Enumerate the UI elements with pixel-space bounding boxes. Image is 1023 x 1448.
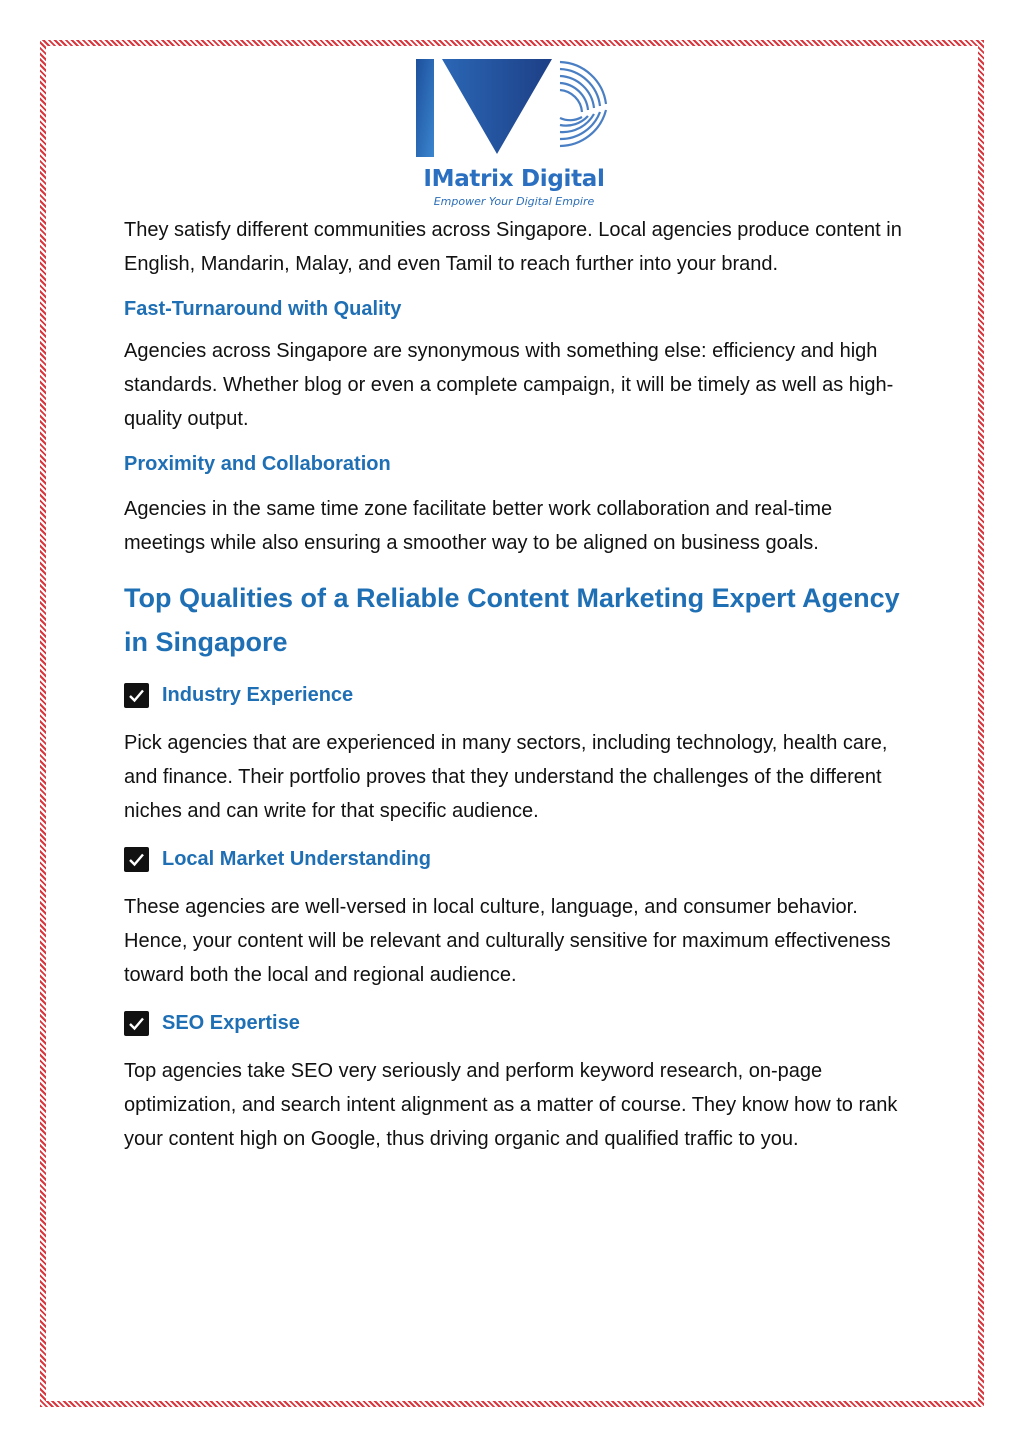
logo-tagline: Empower Your Digital Empire <box>433 195 595 208</box>
section-heading-turnaround: Fast-Turnaround with Quality <box>124 298 402 320</box>
quality-heading-text: Industry Experience <box>162 684 354 706</box>
quality-body-local: These agencies are well-versed in local culture, language, and consumer behavior. Hence, your content will be relevant and culturally sensitive for maximum effectiveness toward both the local and regional audience. <box>124 896 891 986</box>
checkbox-checked-icon <box>124 847 149 872</box>
logo-mark-icon <box>410 54 610 169</box>
quality-heading-industry <box>124 681 904 709</box>
section-body-turnaround: Agencies across Singapore are synonymous with something else: efficiency and high standards. Whether blog or even a complete campaign, it will be timely as well as high-quality output. <box>124 340 894 430</box>
checkbox-checked-icon <box>124 1011 149 1036</box>
article-content <box>124 213 904 1156</box>
quality-body-seo: Top agencies take SEO very seriously and perform keyword research, on-page optimization, and search intent alignment as a matter of course. They know how to rank your content high on Google, thus driving organic and qualified traffic to you. <box>124 1060 898 1150</box>
quality-heading-text: SEO Expertise <box>162 1012 300 1034</box>
checkbox-checked-icon <box>124 683 149 708</box>
section-heading-proximity: Proximity and Collaboration <box>124 453 391 475</box>
intro-paragraph: They satisfy different communities across Singapore. Local agencies produce content in English, Mandarin, Malay, and even Tamil to reach further into your brand. <box>124 219 902 275</box>
quality-heading-text: Local Market Understanding <box>162 848 431 870</box>
main-heading: Top Qualities of a Reliable Content Marketing Expert Agency in Singapore <box>124 583 900 657</box>
section-body-proximity: Agencies in the same time zone facilitate better work collaboration and real-time meetings while also ensuring a smoother way to be aligned on business goals. <box>124 498 833 554</box>
quality-heading-seo <box>124 1009 904 1037</box>
logo-title: IMatrix Digital <box>423 166 605 192</box>
quality-body-industry: Pick agencies that are experienced in many sectors, including technology, health care, and finance. Their portfolio proves that they understand the challenges of the different niches and can write for that specific audience. <box>124 732 888 822</box>
company-logo <box>410 54 610 214</box>
quality-heading-local <box>124 845 904 873</box>
